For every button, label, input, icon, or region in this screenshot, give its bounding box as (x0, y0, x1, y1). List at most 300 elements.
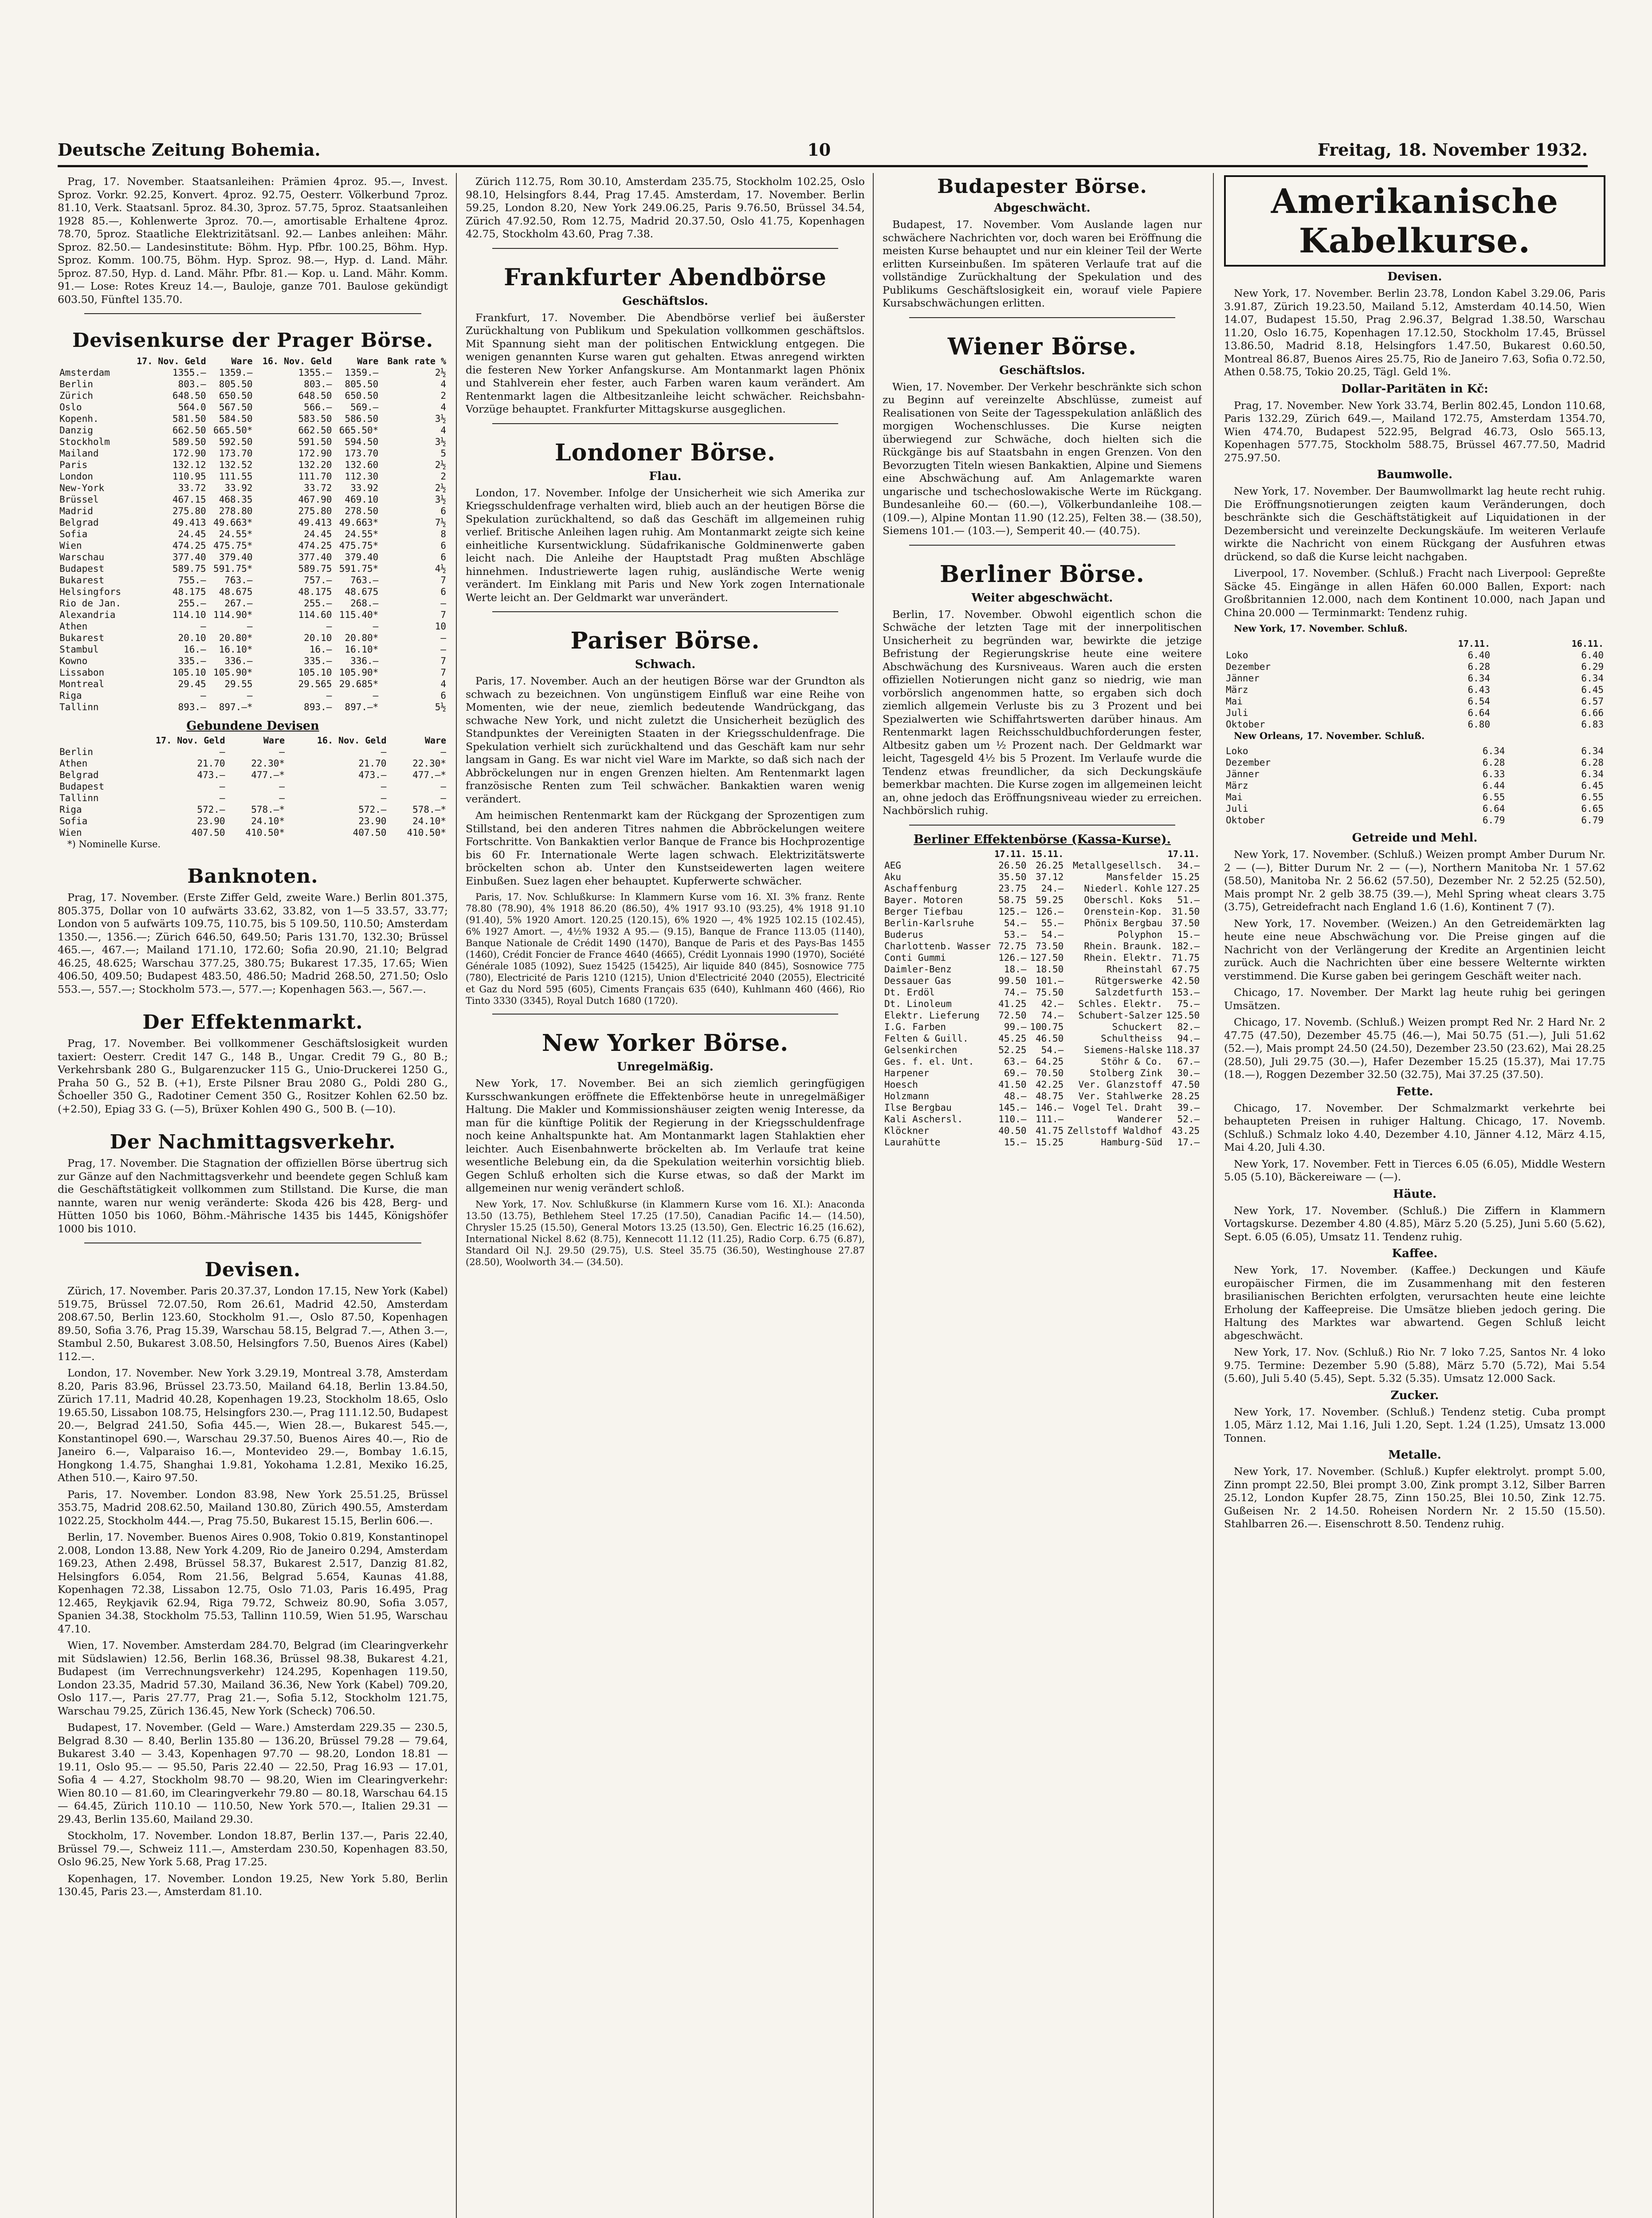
table-cell: 4 (440, 679, 446, 689)
table-cell: Loko (1226, 746, 1248, 756)
divider (909, 317, 1175, 318)
banknotes-text: Prag, 17. November. (Erste Ziffer Geld, zweite Ware.) Berlin 801.375, 805.375, Dollar von 10 aufwärts 33.62, 33.82, von 1—5 33.57, 33.77; London von 5 aufwärts 109.75, 110.75, bis 5 109.50, 110.50; Amsterdam 1350.—, 1356.—; Zürich 646.50, 649.50; Paris 131.70, 132.30; Brüssel 465.—, 467.—; Mailand 171.10, 172.60; Sofia 20.90, 21.10; Belgrad 46.25, 48.625; Warschau 377.25, 380.75; Bukarest 17.35, 17.65; Wien 406.50, 409.50; Budapest 483.50, 486.50; Madrid 268.50, 271.50; Oslo 553.—, 557.—; Stockholm 573.—, 577.—; Kopenhagen 563.—, 567.—. (58, 891, 448, 995)
table-cell: 7 (440, 610, 446, 620)
fx-row (58, 459, 448, 471)
table-cell: 897.—* (345, 702, 379, 712)
table-cell: Oktober (1226, 719, 1265, 730)
budapest-text: Budapest, 17. November. Vom Auslande lagen nur schwächere Nachrichten vor, doch waren bei Eröffnung die meisten Kurse behauptet und nur ein kleiner Teil der Werte erlitten Kurseinbußen. Im späteren Verlaufe trat auf die vollständige Zurückhaltung der Spekulation und des Publikums Geschäftslosigkeit ein, worauf viele Papiere Kursabschwächungen erlitten. (883, 218, 1202, 309)
table-cell: 20.80* (345, 633, 379, 643)
fx-row (58, 505, 448, 517)
kasse-row (883, 860, 1202, 871)
table-cell: 75.— (1177, 998, 1200, 1009)
table-cell: Stockholm (59, 437, 110, 447)
kasse-column-header: 17.11. (994, 848, 1027, 859)
table-cell: Athen (59, 758, 88, 769)
devisen-berlin: Berlin, 17. November. Buenos Aires 0.908, Tokio 0.819, Konstantinopel 2.008, London 13.88, New York 4.209, Rio de Janeiro 0.294, Amsterdam 169.23, Athen 2.498, Brüssel 58.37, Bukarest 2.517, Danzig 81.82, Helsingfors 6.054, Rom 21.56, Belgrad 5.654, Kaunas 41.88, Kopenhagen 72.38, Lissabon 12.75, Oslo 71.03, Paris 16.495, Prag 12.465, Reykjavik 62.94, Riga 79.72, Schweiz 80.90, Sofia 3.057, Spanien 34.38, Stockholm 75.53, Tallinn 110.59, Wien 51.95, Warschau 47.10. (58, 1531, 448, 1635)
table-cell: 49.663* (339, 517, 379, 528)
devisen-stockholm: Stockholm, 17. November. London 18.87, Berlin 137.—, Paris 22.40, Brüssel 79.—, Schweiz 111.—, Amsterdam 230.50, Kopenhagen 83.50, Oslo 96.25, New York 5.68, Prag 17.25. (58, 1829, 448, 1868)
table-cell: Alexandria (59, 610, 116, 620)
table-cell: 572.— (358, 804, 387, 815)
table-cell: 37.50 (1171, 917, 1200, 928)
table-cell: 584.50 (219, 413, 253, 424)
table-cell: 757.— (304, 575, 332, 586)
kasse-row (883, 998, 1202, 1010)
table-cell: — (381, 747, 387, 757)
table-cell: Hoesch (884, 1079, 918, 1090)
table-cell: 29.55 (224, 679, 253, 689)
table-cell: 41.25 (998, 998, 1027, 1009)
table-cell: 6.44 (1482, 780, 1505, 791)
table-cell: Rhein. Braunk. (1084, 940, 1163, 952)
wien-text: Wien, 17. November. Der Verkehr beschränkte sich schon zu Beginn auf vereinzelte Abschlüsse, zumeist auf Realisationen von Seite der Tagesspekulation anläßlich des morgigen Wochenschlusses. Die Kurse neigten überwiegend zur Schwäche, doch hielten sich die Rückgänge bis auf Staatsbahn in engen Grenzen. Von den Bevorzugten Titeln wiesen Bankaktien, Alpine und Siemens eine Abschwächung auf. Am Anlagemarkte waren ungarische und tschechoslowakische Werte im Rückgang. Bundesanleihe 60.— (60.—), Völkerbundanleihe 108.— (109.—), Alpine Montan 11.90 (12.25), Felten 38.— (38.50), Siemens 101.— (103.—), Semperit 40.— (40.75). (883, 380, 1202, 537)
table-cell: Belgrad (59, 517, 99, 528)
table-cell: Sofia (59, 529, 88, 539)
table-cell: 2½ (435, 483, 446, 493)
table-cell: Daimler-Benz (884, 963, 952, 975)
table-cell: Elektr. Lieferung (884, 1010, 980, 1021)
table-cell: 23.90 (358, 816, 387, 826)
table-cell: 29.45 (178, 679, 206, 689)
table-cell: 755.— (178, 575, 206, 586)
table-cell: Jänner (1226, 769, 1260, 779)
table-cell: Felten & Guill. (884, 1033, 969, 1044)
kasse-row (883, 975, 1202, 987)
table-cell: — (279, 747, 285, 757)
table-cell: — (200, 621, 206, 632)
table-cell: Bukarest (59, 575, 105, 586)
table-cell (1201, 1137, 1202, 1148)
bound-column-header: 16. Nov. Geld (317, 735, 387, 746)
divider (492, 1014, 838, 1015)
table-cell: 24.10* (251, 816, 285, 826)
table-cell: 114.60 (298, 610, 332, 620)
no-cotton-row (1224, 803, 1605, 814)
kasse-table-body (883, 860, 1202, 1148)
table-cell: 6.55 (1482, 792, 1505, 802)
divider (909, 545, 1175, 546)
table-cell: 114.90* (213, 610, 253, 620)
table-cell: — (219, 747, 225, 757)
table-cell: 20.10 (304, 633, 332, 643)
bound-row (58, 792, 448, 804)
table-cell: 132.20 (298, 460, 332, 470)
bound-table-body (58, 746, 448, 838)
ny-fats-text: New York, 17. November. Fett in Tierces 6.05 (6.05), Middle Western 5.05 (5.10), Bäckereiware — (—). (1224, 1157, 1605, 1183)
table-cell: 105.10 (298, 667, 332, 678)
column-rule (456, 173, 457, 2218)
table-cell: 54.— (1041, 1044, 1064, 1055)
table-cell: 6.57 (1581, 696, 1604, 707)
table-cell: 111.— (1036, 1113, 1064, 1125)
devisen-budapest: Budapest, 17. November. (Geld — Ware.) Amsterdam 229.35 — 230.5, Belgrad 8.30 — 8.40, Berlin 135.80 — 136.20, Brüssel 79.28 — 79.64, Bukarest 3.40 — 3.43, Kopenhagen 97.70 — 98.20, London 18.81 — 19.11, Oslo 95.— — 95.50, Paris 22.40 — 22.50, Prag 16.93 — 17.01, Sofia 4 — 4.27, Stockholm 98.70 — 98.20, Wien im Clearingverkehr: Wien 80.10 — 81.60, im Clearingverkehr 79.80 — 80.18, Warschau 64.15 — 64.45, Zürich 110.10 — 110.50, New York 570.—, Italien 29.31 — 29.43, Berlin 135.60, Mailand 29.30. (58, 1721, 448, 1825)
table-cell: 564.0 (178, 402, 206, 413)
table-cell: Berlin-Karlsruhe (884, 917, 974, 928)
table-cell: 578.—* (251, 804, 285, 815)
kasse-row (883, 1067, 1202, 1079)
cotton-row (1224, 672, 1605, 684)
fx-column-header: Ware (357, 356, 379, 366)
chicago-text-2: Chicago, 17. Novemb. (Schluß.) Weizen prompt Red Nr. 2 Hard Nr. 2 47.75 (47.50), Dezember 45.75 (46.—), Mai 50.75 (51.—), Juli 51.62 (52.—), Mais prompt 24.50 (24.50), Dezember 23.50 (23.62), Mai 28.25 (28.50), Juli 29.75 (30.—), Hafer Dezember 15.25 (15.37), Mai 17.75 (18.—), Roggen Dezember 32.50 (32.75), Mai 37.25 (37.50). (1224, 1016, 1605, 1081)
table-cell: Madrid (59, 506, 93, 516)
bound-row (58, 815, 448, 827)
table-cell: 592.50 (219, 437, 253, 447)
table-cell: 893.— (304, 702, 332, 712)
afternoon-text: Prag, 17. November. Die Stagnation der offiziellen Börse übertrug sich zur Gänze auf den Nachmittagsverkehr und beendete gegen Schluß kam die Geschäftstätigkeit vollkommen zum Stillstand. Die Kurse, die man nannte, waren nur wenig veränderte: Skoda 426 bis 428, Berg- und Hütten 1050 bis 1060, Böhm.-Mährische 1435 bis 1445, Königshöfer 1000 bis 1010. (58, 1157, 448, 1235)
table-cell: 100.75 (1030, 1021, 1064, 1032)
table-cell: 6.34 (1581, 673, 1604, 684)
kasse-row (883, 871, 1202, 883)
london-text: London, 17. November. Infolge der Unsicherheit wie sich Amerika zur Kriegsschuldenfrage verhalten wird, blieb auch an der heutigen Börse die Spekulation zurückhaltend, so daß das Geschäft im allgemeinen ruhig verlief. Britische Anleihen lagen ruhig. Am Montanmarkt zeigte sich keine einheitliche Kursentwicklung. Südafrikanische Goldminenwerte gaben leicht nach. Die Anleihe der Hauptstadt Prag mußten Abschläge hinnehmen. Industriewerte lagen ruhig, ausländische Werte wenig verändert. Im Einklang mit Paris und New York zogen Internationale Werte leicht an. Der Geldmarkt war unverändert. (466, 486, 865, 604)
table-cell: 6.54 (1468, 696, 1491, 707)
table-cell: 589.50 (172, 437, 206, 447)
kasse-row (883, 963, 1202, 975)
table-cell: 63.— (1004, 1056, 1027, 1067)
table-cell: Athen (59, 621, 88, 632)
table-cell (1201, 860, 1202, 871)
table-cell: 105.10 (172, 667, 206, 678)
column-rule (873, 173, 874, 2218)
table-cell: 125.50 (1166, 1010, 1200, 1021)
table-cell: — (440, 644, 446, 655)
table-cell (1201, 1056, 1202, 1067)
table-cell: 589.75 (298, 563, 332, 574)
newyork-subtitle: Unregelmäßig. (617, 1060, 714, 1074)
bound-row (58, 781, 448, 792)
table-cell: 665.50* (339, 425, 379, 436)
no-cotton-row (1224, 745, 1605, 757)
table-cell: 24.55* (219, 529, 253, 539)
table-cell: 567.50 (219, 402, 253, 413)
london-title: Londoner Börse. (555, 439, 776, 466)
fx-row (58, 517, 448, 528)
prague-fx-table (58, 355, 448, 713)
table-cell: 893.— (178, 702, 206, 712)
table-cell: Harpener (884, 1067, 930, 1078)
table-cell: Bayer. Motoren (884, 894, 963, 905)
table-cell: 6 (440, 552, 446, 562)
table-cell (1201, 1125, 1202, 1137)
table-cell: 23.75 (998, 883, 1027, 894)
table-cell: 111.55 (219, 471, 253, 482)
table-cell: Metallgesellsch. (1072, 860, 1163, 871)
bound-column-header: Ware (424, 735, 446, 746)
table-cell: 6 (440, 540, 446, 551)
table-cell: Dt. Linoleum (884, 998, 952, 1009)
table-cell: 275.80 (298, 506, 332, 516)
kasse-column-header (1065, 848, 1164, 860)
table-cell: 6.43 (1468, 684, 1491, 695)
table-cell: Rhein. Elektr. (1084, 952, 1163, 963)
paris-quotes: Paris, 17. Nov. Schlußkurse: In Klammern Kurse vom 16. XI. 3% franz. Rente 78.80 (78.90), 4% 1918 86.20 (86.50), 4% 1917 93.10 (93.25), 4% 1918 91.10 (91.40), 5% 1920 Amort. 120.25 (120.15), 6% 1920 —, 4% 1925 102.15 (102.45), 6% 1927 Amort. —, 4½% 1932 A 95.— (9.15), Banque de France 113.05 (1140), Banque Nationale de Crédit 1490 (1470), Banque de Paris et des Pays-Bas 1455 (1460), Crédit Foncier de France 4640 (4665), Crédit Lyonnais 1990 (1970), Société Générale 1085 (1092), Suez 15425 (15425), Air liquide 840 (845), Sosnowice 775 (780), Electricité de Paris 1210 (1215), Union d'Electricité 2040 (2055), Electricité et Gaz du Nord 595 (605), Ciments Français 635 (640), Kuhlmann 460 (466), Rio Tinto 3330 (3345), Royal Dutch 1680 (1720). (466, 892, 865, 1006)
table-cell: 48.— (1004, 1090, 1027, 1101)
table-cell: 55.— (1041, 917, 1064, 928)
table-cell: 377.40 (172, 552, 206, 562)
cotton-column-header (1224, 638, 1378, 649)
amer-devisen-text: New York, 17. November. Berlin 23.78, London Kabel 3.29.06, Paris 3.91.87, Zürich 19.23.50, Mailand 5.12, Amsterdam 40.14.50, Wien 14.07, Budapest 15.50, Prag 2.96.37, Belgrad 1.38.50, Warschau 11.20, Oslo 16.75, Kopenhagen 17.12.50, Stockholm 17.45, Brüssel 13.86.50, Madrid 8.18, Helsingfors 1.47.50, Bukarest 0.60.50, Montreal 86.87, Buenos Aires 25.75, Rio de Janeiro 7.63, Sofia 0.72.50, Athen 0.58.75, Tokio 20.25, Tägl. Geld 1%. (1224, 287, 1605, 378)
table-cell: 20.80* (219, 633, 253, 643)
no-cotton-label: New Orleans, 17. November. Schluß. (1234, 730, 1425, 741)
table-cell: 16.10* (345, 644, 379, 655)
afternoon-title: Der Nachmittagsverkehr. (110, 1131, 396, 1153)
table-cell (1201, 975, 1202, 987)
table-cell: 48.675 (219, 586, 253, 597)
table-cell: Klöckner (884, 1125, 930, 1136)
table-cell: 336.— (224, 656, 253, 666)
table-cell: 6.79 (1482, 815, 1505, 826)
table-cell: 6.28 (1482, 757, 1505, 768)
wien-title: Wiener Börse. (947, 333, 1137, 360)
cotton-row (1224, 684, 1605, 696)
fx-row (58, 390, 448, 401)
table-cell: 52.— (1177, 1113, 1200, 1125)
table-cell: 49.413 (172, 517, 206, 528)
table-cell: 407.50 (191, 827, 225, 838)
table-cell: I.G. Farben (884, 1021, 946, 1032)
table-cell (1201, 998, 1202, 1010)
table-cell: Mansfelder (1106, 871, 1163, 882)
fats-text: Chicago, 17. November. Der Schmalzmarkt verkehrte bei behaupteten Preisen in ruhiger Haltung. Chicago, 17. Novemb. (Schluß.) Schmalz loko 4.40, Dezember 4.10, Jänner 4.12, März 4.15, Mai 4.20, Juli 4.30. (1224, 1101, 1605, 1153)
kasse-row (883, 1021, 1202, 1033)
table-cell: 662.50 (298, 425, 332, 436)
table-cell: 6.83 (1581, 719, 1604, 730)
cotton-text-2: Liverpool, 17. November. (Schluß.) Fracht nach Liverpool: Gepreßte Säcke 45. Eingänge in allen Häfen 60.000 Ballen, Export: nach Großbritannien 12.000, nach dem Kontinent 10.000, nach Japan und China 20.000 — Terminmarkt: Tendenz ruhig. (1224, 567, 1605, 619)
paris-text-1: Paris, 17. November. Auch an der heutigen Börse war der Grundton als schwach zu bezeichnen. Von ungünstigem Einfluß war eine Reihe von Momenten, wie der neue, ziemlich bedeutende Wandrückgang, das schwache New York, und nicht zuletzt die Unsicherheit bezüglich des Standpunktes der Vereinigten Staaten in der Kriegsschuldenfrage. Die Spekulation verhielt sich zurückhaltend und das Geschäft kam nur sehr langsam in Gang. Es war nicht viel Ware im Markte, so daß sich nach der Abbröckelungen nur in engen Grenzen hielten. Am Rentenmarkt lagen französische Renten zum Teil schwächer. Bankaktien waren wenig verändert. (466, 675, 865, 805)
table-cell: 255.— (304, 598, 332, 609)
table-cell: 6.34 (1482, 746, 1505, 756)
paris-subtitle: Schwach. (635, 658, 696, 671)
table-cell: 5½ (435, 702, 446, 712)
table-cell: 52.25 (998, 1044, 1027, 1055)
table-cell: 6.55 (1581, 792, 1604, 802)
kasse-header-row (883, 848, 1202, 860)
table-cell: 6.80 (1468, 719, 1491, 730)
table-cell: 586.50 (345, 413, 379, 424)
table-cell (1201, 952, 1202, 963)
sugar-text: New York, 17. November. (Schluß.) Tendenz stetig. Cuba prompt 1.05, März 1.12, Mai 1.16, Juli 1.20, Sept. 1.24 (1.25), Umsatz 13.000 Tonnen. (1224, 1405, 1605, 1444)
table-cell: 763.— (350, 575, 379, 586)
bound-header-row (58, 735, 448, 746)
parity-text: Prag, 17. November. New York 33.74, Berlin 802.45, London 110.68, Paris 132.29, Zürich 649.—, Mailand 172.75, Amsterdam 1354.70, Wien 474.70, Budapest 522.95, Belgrad 46.73, Oslo 565.13, Kopenhagen 577.75, Stockholm 588.75, Brüssel 467.77.50, Madrid 275.97.50. (1224, 399, 1605, 464)
issue-date: Freitag, 18. November 1932. (1317, 140, 1588, 160)
fx-row (58, 644, 448, 655)
table-cell: Siemens-Halske (1084, 1044, 1163, 1055)
table-cell: 468.35 (219, 494, 253, 505)
bound-column-header: 17. Nov. Geld (155, 735, 225, 746)
table-cell (1201, 987, 1202, 998)
kasse-column-header: 15.11. (1032, 848, 1064, 859)
fx-row (58, 482, 448, 494)
table-cell: März (1226, 684, 1248, 695)
table-cell: 172.90 (298, 448, 332, 459)
no-cotton-row (1224, 814, 1605, 826)
table-cell: 803.— (304, 379, 332, 389)
table-cell: 15.25 (1171, 871, 1200, 882)
table-cell: — (440, 793, 446, 803)
table-cell (1201, 871, 1202, 883)
table-cell: Jänner (1226, 673, 1260, 684)
fx-column-header: 16. Nov. Geld (262, 356, 332, 366)
bound-column-header: Ware (263, 735, 285, 746)
table-cell: 24.— (1041, 883, 1064, 894)
table-cell: 16.— (309, 644, 332, 655)
kasse-row (883, 1044, 1202, 1056)
table-cell: — (326, 690, 332, 701)
fx-row (58, 494, 448, 505)
divider (909, 825, 1175, 826)
paris-title: Pariser Börse. (570, 627, 760, 654)
table-cell: Wanderer (1118, 1113, 1163, 1125)
table-cell: 67.— (1177, 1056, 1200, 1067)
table-cell: 410.50* (407, 827, 446, 838)
fats-subtitle: Fette. (1396, 1085, 1433, 1098)
kasse-row (883, 1137, 1202, 1148)
paris-text-2: Am heimischen Rentenmarkt kam der Rückgang der Sprozentigen zum Stillstand, bei den anderen Titres nahmen die Abbröckelungen weitere Fortschritte. Von Bankaktien verlor Banque de France bis Hochprozentige bis 60 Fr. Internationale Werte lagen schwach. Elektrizitätswerte bröckelten schon ab. Unter den Kunstseidewerten lagen weitere Einbußen. Suez lagen eher behauptet. Kupferwerte schwächer. (466, 809, 865, 887)
cotton-header-row (1224, 638, 1605, 649)
table-cell: 48.675 (345, 586, 379, 597)
cotton-row (1224, 707, 1605, 719)
fx-row (58, 609, 448, 621)
table-cell: Oktober (1226, 815, 1265, 826)
table-cell: Riga (59, 804, 82, 815)
table-cell: 29.565 (298, 679, 332, 689)
fx-column-header: Ware (231, 356, 253, 366)
table-cell: 2½ (435, 460, 446, 470)
table-cell: Bukarest (59, 633, 105, 643)
table-cell: 21.70 (197, 758, 225, 769)
table-cell: Schles. Elektr. (1078, 998, 1163, 1009)
devisen-title: Devisen. (204, 1258, 301, 1281)
table-cell: 54.— (1004, 917, 1027, 928)
table-cell: Stambul (59, 644, 99, 655)
table-cell: 1355.— (172, 367, 206, 378)
column-3 (883, 175, 1202, 2218)
table-cell: Tallinn (59, 702, 99, 712)
fx-row (58, 667, 448, 678)
table-cell: 467.90 (298, 494, 332, 505)
table-cell: 336.— (350, 656, 379, 666)
table-cell: 3½ (435, 494, 446, 505)
table-cell: 6.79 (1581, 815, 1604, 826)
table-cell: 82.— (1177, 1021, 1200, 1032)
table-cell: 48.175 (298, 586, 332, 597)
table-cell: 101.— (1036, 975, 1064, 986)
table-cell: Kowno (59, 656, 88, 666)
table-cell: 42.— (1041, 998, 1064, 1009)
table-cell: 4 (440, 425, 446, 436)
kasse-row (883, 929, 1202, 940)
parity-subtitle: Dollar-Paritäten in Kč: (1341, 382, 1488, 396)
table-cell: 46.50 (1036, 1033, 1064, 1044)
table-cell: Aschaffenburg (884, 883, 957, 894)
hides-subtitle: Häute. (1393, 1187, 1436, 1201)
table-cell: Belgrad (59, 770, 99, 780)
table-cell (1201, 1090, 1202, 1102)
fx-row (58, 678, 448, 690)
table-cell: 48.175 (172, 586, 206, 597)
table-cell: Salzdetfurth (1095, 987, 1163, 998)
table-cell: Mai (1226, 696, 1243, 707)
bound-fx-table (58, 735, 448, 838)
table-cell: 105.90* (213, 667, 253, 678)
table-cell: 763.— (224, 575, 253, 586)
cotton-row (1224, 696, 1605, 707)
table-cell: 24.45 (178, 529, 206, 539)
table-cell: Kopenh. (59, 413, 99, 424)
table-cell: Berger Tiefbau (884, 906, 963, 917)
divider (492, 423, 838, 424)
table-cell: 6.40 (1468, 650, 1491, 661)
table-cell: 594.50 (345, 437, 379, 447)
fx-table-body (58, 367, 448, 713)
table-cell: 105.90* (339, 667, 379, 678)
divider (492, 611, 838, 612)
table-cell (1201, 1102, 1202, 1113)
fx-row (58, 436, 448, 448)
table-cell: — (219, 793, 225, 803)
devisen-paris: Paris, 17. November. London 83.98, New York 25.51.25, Brüssel 353.75, Madrid 208.62.50, Mailand 130.80, Zürich 490.55, Amsterdam 1022.25, Stockholm 444.—, Prag 75.50, Bukarest 15.15, Berlin 606.—. (58, 1488, 448, 1527)
table-cell: 26.50 (998, 860, 1027, 871)
table-cell: Juli (1226, 803, 1248, 814)
table-cell: Gelsenkirchen (884, 1044, 957, 1055)
banknotes-title: Banknoten. (187, 865, 318, 888)
amer-cable-title: Amerikanische Kabelkurse. (1224, 175, 1605, 267)
no-cotton-table-body (1224, 745, 1605, 826)
ny-cotton-table (1224, 638, 1605, 730)
table-cell: 4 (440, 402, 446, 413)
fx-row (58, 413, 448, 425)
table-cell: 115.40* (339, 610, 379, 620)
table-cell: 1355.— (298, 367, 332, 378)
divider (84, 313, 421, 314)
table-cell: 473.— (358, 770, 387, 780)
kasse-row (883, 940, 1202, 952)
securities-title: Der Effektenmarkt. (142, 1011, 363, 1034)
table-cell: 377.40 (298, 552, 332, 562)
table-cell: 41.75 (1036, 1125, 1064, 1136)
table-cell: 7 (440, 575, 446, 586)
column-2 (466, 175, 865, 2218)
kasse-column-header: 17.11. (1167, 848, 1200, 859)
table-cell: 30.— (1177, 1067, 1200, 1078)
table-cell: — (279, 793, 285, 803)
table-cell: 572.— (197, 804, 225, 815)
table-cell: Dessauer Gas (884, 975, 952, 986)
table-cell: 75.50 (1036, 987, 1064, 998)
table-cell: 805.50 (219, 379, 253, 389)
cotton-column-header: 16.11. (1571, 638, 1604, 649)
newyork-text: New York, 17. November. Bei an sich ziemlich geringfügigen Kursschwankungen eröffnete die Effektenbörse heute in unregelmäßiger Haltung. Die Makler und Kommissionshäuser zeigten wenig Interesse, da man für die künftige Politik der Regierung in der Kriegsschuldenfrage noch keine Anhaltspunkte hat. Am Montanmarkt lagen Stahlaktien eher leichter. Auch Eisenbahnwerte bröckelten ab. Im Verlaufe trat keine wesentliche Belebung ein, da die Spekulation weiterhin vorsichtig blieb. Gegen Schluß erholten sich die Kurse etwas, so daß der Markt im allgemeinen nur wenig verändert schloß. (466, 1077, 865, 1194)
table-cell: 71.75 (1171, 952, 1200, 963)
table-cell: Charlottenb. Wasser (884, 940, 991, 952)
fx-row (58, 528, 448, 540)
table-cell: 650.50 (219, 390, 253, 401)
table-cell: 4 (440, 379, 446, 389)
table-cell: 6.66 (1581, 708, 1604, 718)
cotton-row (1224, 649, 1605, 661)
table-cell: 18.— (1004, 963, 1027, 975)
table-cell: — (440, 747, 446, 757)
table-cell: 7 (440, 656, 446, 666)
table-cell: — (373, 621, 379, 632)
table-cell (1201, 929, 1202, 940)
kasse-row (883, 1125, 1202, 1137)
table-cell: 477.—* (251, 770, 285, 780)
table-cell: 477.—* (412, 770, 446, 780)
hides-text: New York, 17. November. (Schluß.) Die Ziffern in Klammern Vortagskurse. Dezember 4.80 (4.85), März 5.20 (5.25), Juni 5.60 (5.62), Sept. 6.05 (6.05), Umsatz 11. Tendenz ruhig. (1224, 1204, 1605, 1243)
fx-row (58, 632, 448, 644)
securities-text: Prag, 17. November. Bei vollkommener Geschäftslosigkeit wurden taxiert: Oesterr. Credit 147 G., 148 B., Ungar. Credit 79 G., 80 B.; Verkehrsbank 280 G., Bulgarenzucker 115 G., Unio-Druckerei 1250 G., Praha 50 G., 52 B. (+1), Erste Pilsner Brau 2080 G., Poldi 280 G., Šchoeller 350 G., Radotiner Cement 350 G., Rositzer Kohlen 62.50 bz. (+2.50), Epiag 33 G. (—5), Brüxer Kohlen 490 G., 500 B. (—10). (58, 1037, 448, 1115)
table-cell: 6.28 (1581, 757, 1604, 768)
